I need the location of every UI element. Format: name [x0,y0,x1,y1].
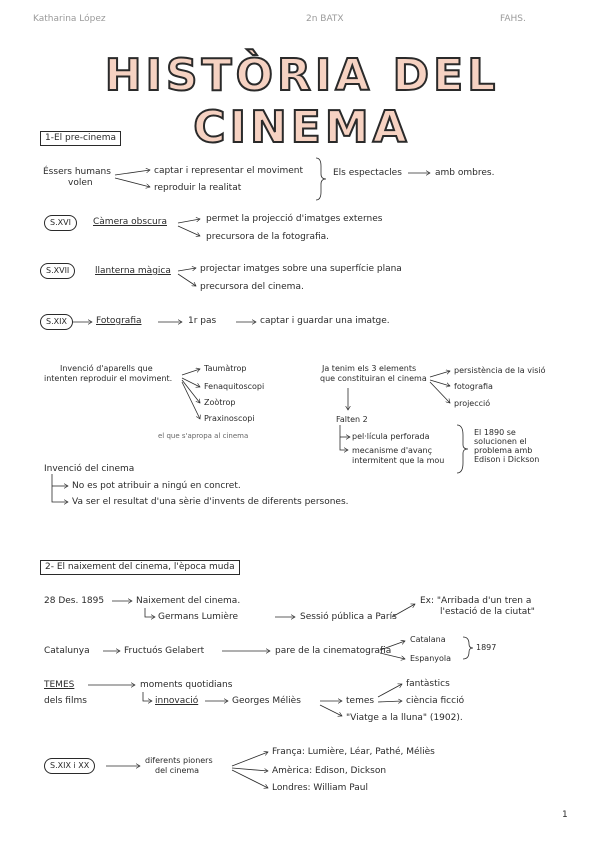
element-3: projecció [454,399,491,408]
llanterna-detail-2: precursora del cinema. [200,282,304,292]
esser-text: Éssers humans [43,167,111,177]
example-2: l'estació de la ciutat" [440,607,535,617]
melies-text: Georges Méliès [232,696,301,706]
londres-text: Londres: William Paul [272,783,368,793]
camara-text: Càmera obscura [93,217,167,227]
resultat-invents: Va ser el resultat d'una sèrie d'invents de diferents persones. [72,497,349,507]
temes-2-text: temes [346,696,375,706]
aparell-3: Zoòtrop [204,398,236,407]
century-16-badge: S.XVI [44,215,77,231]
fructuos-text: Fructuós Gelabert [124,646,205,656]
no-atribuir: No es pot atribuir a ningú en concret. [72,481,241,491]
page-title: HISTÒRIA DEL CINEMA [104,50,500,153]
america-text: Amèrica: Edison, Dickson [272,766,387,776]
page-number: 1 [562,810,568,820]
element-2: fotografia [454,382,493,391]
invencio-aparells-2: intenten reproduir el moviment. [44,374,173,383]
captar-text: captar i representar el moviment [154,166,304,176]
espectacles-text: Els espectacles [333,168,402,178]
pas-text: 1r pas [188,316,217,326]
pioners-2: del cinema [155,766,200,775]
aparell-4: Praxinoscopi [204,414,255,423]
section-2-heading: 2- El naixement del cinema, l'època muda [40,560,240,575]
aparell-1: Taumàtrop [204,364,247,373]
falten-text: Falten 2 [336,415,368,424]
aparells-note: el que s'apropa al cinema [158,432,249,440]
y1890-1: El 1890 se [474,428,516,437]
espanyola-text: Espanyola [410,654,452,663]
aparell-2: Fenaquitoscopi [204,382,265,391]
date-text: 28 Des. 1895 [44,596,105,606]
innovacio-text: innovació [155,696,199,706]
mecanisme-1: mecanisme d'avanç [352,446,433,455]
author: Katharina López [33,14,106,24]
pare-text: pare de la cinematografia [275,646,392,656]
catalunya-text: Catalunya [44,646,90,656]
century-17-badge: S.XVII [40,263,75,279]
invencio-cinema: Invenció del cinema [44,464,135,474]
llanterna-detail-1: projectar imatges sobre una superfície plana [200,264,402,274]
y1890-4: Edison i Dickson [474,455,540,464]
section-1-heading: 1-El pre-cinema [40,131,121,146]
reproduir-text: reproduir la realitat [154,183,242,193]
catalana-text: Catalana [410,635,446,644]
y1890-2: solucionen el [474,437,527,446]
element-1: persistència de la visió [454,366,546,375]
mecanisme-2: intermitent que la mou [352,456,445,465]
franca-text: França: Lumière, Léar, Pathé, Méliès [272,747,435,757]
pioners-1: diferents pioners [145,756,213,765]
viatge-text: "Viatge a la lluna" (1902). [346,713,463,723]
example-1: Ex: "Arribada d'un tren a [420,596,532,606]
y1890-3: problema amb [474,446,533,455]
sessio-text: Sessió pública a París [300,612,397,622]
subject: FAHS. [500,14,526,24]
camara-detail-2: precursora de la fotografia. [206,232,330,242]
century-19-badge: S.XIX [40,314,73,330]
ja-tenim-2: que constituiran el cinema [320,374,427,383]
pellicula-text: pel·lícula perforada [352,432,430,441]
fotografia-text: Fotografia [96,316,142,326]
llanterna-text: llanterna màgica [95,266,171,276]
films-text: dels films [44,696,87,706]
ombres-text: amb ombres. [435,168,495,178]
fotografia-detail: captar i guardar una imatge. [260,316,390,326]
fantastics-text: fantàstics [406,679,450,689]
germans-text: Germans Lumière [158,612,238,622]
temes-heading: TEMES [44,680,75,690]
century-19-20-badge: S.XIX i XX [44,758,95,774]
naixement-text: Naixement del cinema. [136,596,241,606]
invencio-aparells-1: Invenció d'aparells que [60,364,153,373]
moments-text: moments quotidians [140,680,233,690]
course: 2n BATX [306,14,344,24]
volen-text: volen [68,178,93,188]
ja-tenim-1: Ja tenim els 3 elements [322,364,417,373]
year-1897: 1897 [476,643,497,652]
ciencia-text: ciència ficció [406,696,465,706]
camara-detail-1: permet la projecció d'imatges externes [206,214,383,224]
